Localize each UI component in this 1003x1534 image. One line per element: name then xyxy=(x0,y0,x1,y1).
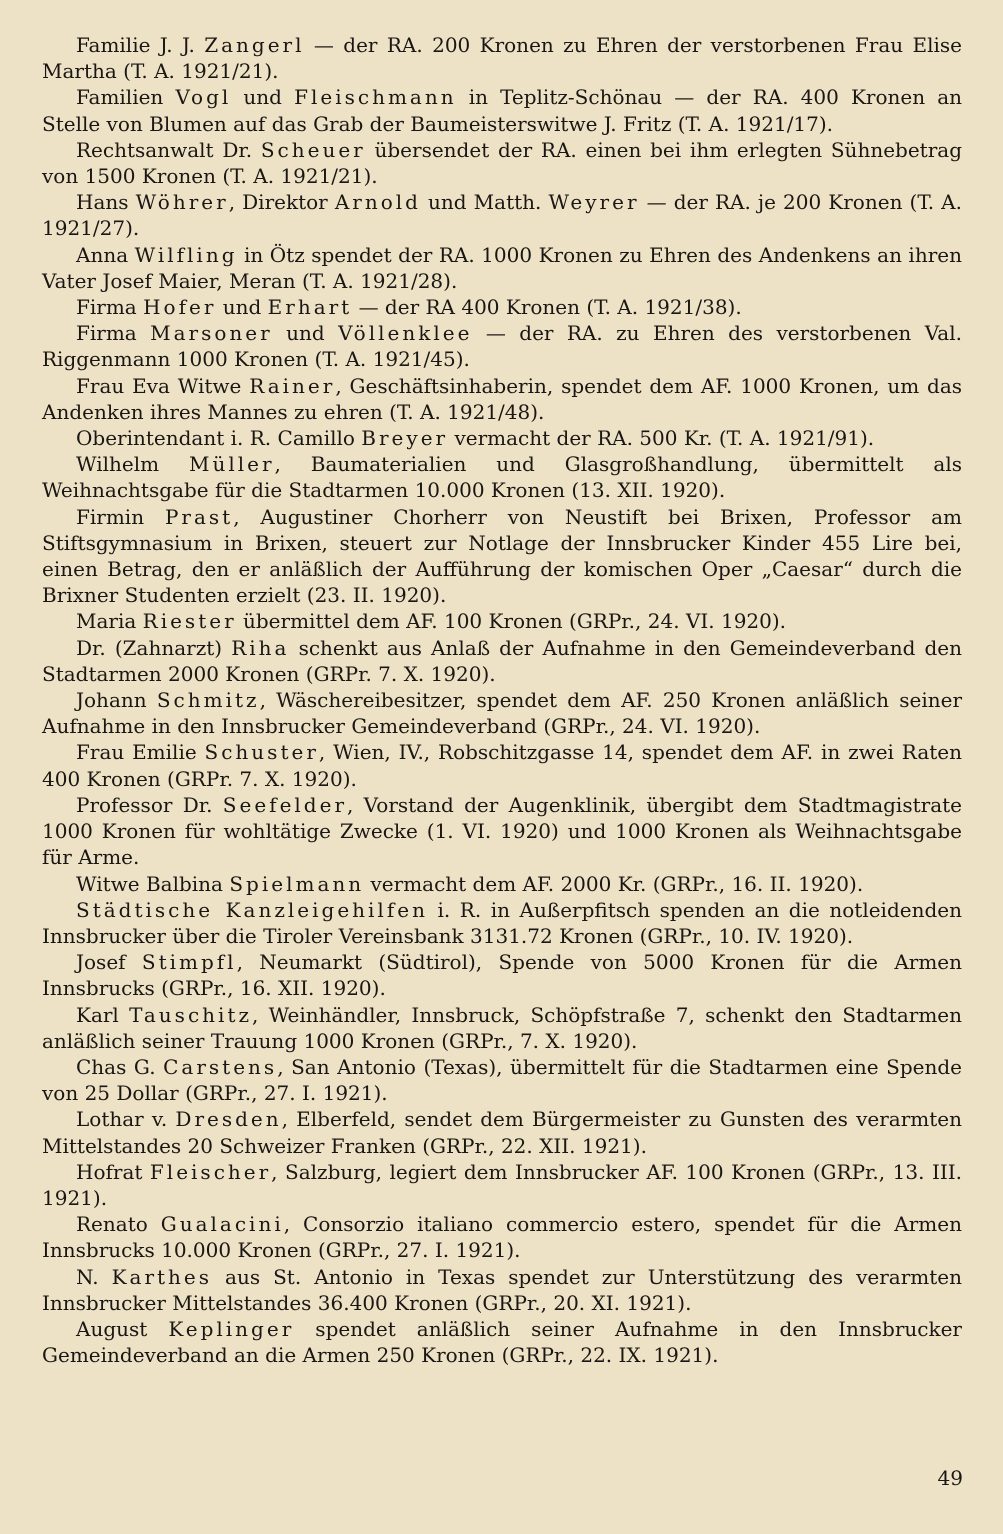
spaced-name: Breyer xyxy=(361,426,449,451)
spaced-name: Zangerl xyxy=(204,33,305,57)
entry-text: Frau Eva Witwe xyxy=(76,373,250,398)
entry-text: und xyxy=(231,85,295,110)
spaced-name: Dresden xyxy=(175,1107,282,1132)
spaced-name: Rainer xyxy=(249,373,336,398)
entry-text: , Direktor xyxy=(228,190,335,215)
donation-entry xyxy=(42,189,962,241)
entry-text: vermacht dem AF. 2000 Kr. (GRPr., 16. II. 1920). xyxy=(364,871,864,896)
donation-entry xyxy=(42,871,962,897)
entry-text: Familie J. J. xyxy=(76,33,205,57)
entry-text: schenkt aus Anlaß der Aufnahme in den Gemeindeverband den Stadtarmen 2000 Kronen (GRPr. 7. X. 1920). xyxy=(42,635,963,686)
entry-text: und Matth. xyxy=(420,190,549,215)
entry-text: und xyxy=(216,295,268,320)
entry-text: , Consorzio italiano commercio estero, spendet für die Armen Innsbrucks 10.000 Kronen (GRPr., 27. I. 1921). xyxy=(42,1212,962,1263)
entry-text: , Neumarkt (Südtirol), Spende von 5000 Kronen für die Armen Innsbrucks (GRPr., 16. XII. 1920). xyxy=(42,950,963,1001)
donation-entry xyxy=(42,294,962,320)
donation-entry xyxy=(42,1054,962,1106)
entry-text: Dr. (Zahnarzt) xyxy=(76,635,232,660)
spaced-name: Weyrer xyxy=(548,190,640,215)
entry-text: Wilhelm xyxy=(76,452,189,477)
donation-entry xyxy=(42,504,962,609)
donation-entry xyxy=(42,635,962,687)
donation-entry xyxy=(42,792,962,871)
spaced-name: Prast xyxy=(164,504,234,529)
entry-text: August xyxy=(76,1316,169,1341)
entry-text: — der RA. 200 Kronen zu Ehren der verstorbenen Frau Elise Martha (T. A. 1921/21). xyxy=(42,33,962,84)
spaced-name: Seefelder xyxy=(222,792,348,817)
spaced-name: Tauschitz xyxy=(129,1002,253,1027)
donation-entry xyxy=(42,32,962,84)
entry-text: N. xyxy=(76,1264,112,1289)
entry-text: Witwe Balbina xyxy=(76,871,230,896)
donation-entry xyxy=(42,242,962,294)
spaced-name: Wöhrer xyxy=(135,190,229,215)
page-body xyxy=(42,32,962,1368)
donation-entry xyxy=(42,1002,962,1054)
entry-text: , San Antonio (Texas), übermittelt für die Stadtarmen eine Spende von 25 Dollar (GRPr., 27. I. 1921). xyxy=(42,1054,962,1106)
spaced-name: Müller xyxy=(188,452,275,477)
spaced-name: Spielmann xyxy=(229,871,365,896)
spaced-name: Gualacini xyxy=(160,1212,284,1237)
entry-text: Renato xyxy=(76,1212,161,1237)
entry-text: Johann xyxy=(76,688,157,713)
entry-text: und xyxy=(272,321,339,346)
entry-text: Frau Emilie xyxy=(76,740,205,765)
entry-text: übermittel dem AF. 100 Kronen (GRPr., 24. VI. 1920). xyxy=(236,609,787,634)
entry-text: Hans xyxy=(76,190,136,215)
entry-text: , Wäschereibesitzer, spendet dem AF. 250 Kronen anläßlich seiner Aufnahme in den Innsbrucker Gemeindeverband (GRPr., 24. VI. 1920). xyxy=(42,688,962,739)
spaced-name: Fleischer xyxy=(149,1159,272,1184)
entry-text: — der RA 400 Kronen (T. A. 1921/38). xyxy=(352,295,742,320)
spaced-name: Völlenklee xyxy=(338,321,473,346)
spaced-name: Schmitz xyxy=(156,688,260,713)
entry-text: , Augustiner Chorherr von Neustift bei Brixen, Professor am Stiftsgymnasium in Brixen, steuert zur Notlage der Innsbrucker Kinder 455 Lire bei, einen Betrag, den er anläßlich der Aufführung der komischen Oper „Caesar“ durch die Brixner Studenten erzielt (23. II. 1920). xyxy=(42,504,962,608)
spaced-name: Hofer xyxy=(143,295,217,320)
spaced-name: Keplinger xyxy=(168,1316,295,1341)
donation-entry xyxy=(42,373,962,425)
donation-entry xyxy=(42,320,962,372)
entry-text: Oberintendant i. R. Camillo xyxy=(76,426,362,451)
spaced-name: Städtische Kanzleigehilfen xyxy=(76,897,428,922)
entry-text: in Ötz spendet der RA. 1000 Kronen zu Ehren des Andenkens an ihren Vater Josef Maier, Meran (T. A. 1921/28). xyxy=(42,242,962,293)
donation-entry xyxy=(42,1159,962,1211)
entry-text: i. R. in Außerpfitsch spenden an die notleidenden Innsbrucker über die Tiroler Vereinsbank 3131.72 Kronen (GRPr., 10. IV. 1920). xyxy=(42,897,962,948)
spaced-name: Fleischmann xyxy=(294,85,457,110)
donation-entry xyxy=(42,739,962,791)
entry-text: , Vorstand der Augenklinik, übergibt dem Stadtmagistrate 1000 Kronen für wohltätige Zwecke (1. VI. 1920) und 1000 Kronen als Weihnachtsgabe für Arme. xyxy=(42,792,962,870)
spaced-name: Riha xyxy=(231,635,290,660)
donation-entry xyxy=(42,451,962,503)
spaced-name: Arnold xyxy=(334,190,421,215)
spaced-name: Stimpfl xyxy=(141,950,237,975)
entry-text: spendet anläßlich seiner Aufnahme in den Innsbrucker Gemeindeverband an die Armen 250 Kronen (GRPr., 22. IX. 1921). xyxy=(42,1316,962,1368)
entry-text: Lothar v. xyxy=(76,1107,176,1132)
donation-entry xyxy=(42,949,962,1001)
entry-text: — der RA. zu Ehren des verstorbenen Val. Riggenmann 1000 Kronen (T. A. 1921/45). xyxy=(42,321,962,372)
donation-entry xyxy=(42,608,962,634)
entry-text: , Weinhändler, Innsbruck, Schöpfstraße 7, schenkt den Stadtarmen anläßlich seiner Trauung 1000 Kronen (GRPr., 7. X. 1920). xyxy=(42,1002,963,1053)
donation-entry xyxy=(42,687,962,739)
entry-text: , Wien, IV., Robschitzgasse 14, spendet dem AF. in zwei Raten 400 Kronen (GRPr. 7. X. 1920). xyxy=(42,740,962,791)
donation-entry xyxy=(42,1264,962,1316)
entry-text: Firmin xyxy=(76,504,165,529)
donation-entry xyxy=(42,84,962,136)
entry-text: Chas G. xyxy=(76,1054,164,1079)
donation-entry xyxy=(42,1316,962,1368)
spaced-name: Karthes xyxy=(111,1264,213,1289)
spaced-name: Marsoner xyxy=(150,321,273,346)
entry-text: , Salzburg, legiert dem Innsbrucker AF. 100 Kronen (GRPr., 13. III. 1921). xyxy=(42,1159,963,1210)
entry-text: in Teplitz-Schönau — der RA. 400 Kronen an Stelle von Blumen auf das Grab der Baumeisterswitwe J. Fritz (T. A. 1921/17). xyxy=(42,85,963,136)
entry-text: übersendet der RA. einen bei ihm erlegten Sühnebetrag von 1500 Kronen (T. A. 1921/21). xyxy=(42,137,962,189)
entry-text: Hofrat xyxy=(76,1159,150,1184)
entry-text: — der RA. je 200 Kronen (T. A. 1921/27). xyxy=(42,190,962,241)
entry-text: Familien xyxy=(76,85,176,110)
donation-entry xyxy=(42,1211,962,1263)
entry-text: Rechtsanwalt Dr. xyxy=(76,137,261,162)
entry-text: vermacht der RA. 500 Kr. (T. A. 1921/91). xyxy=(448,426,875,451)
spaced-name: Scheuer xyxy=(260,137,366,162)
spaced-name: Riester xyxy=(142,609,237,634)
spaced-name: Carstens xyxy=(163,1054,278,1079)
entry-text: Anna xyxy=(76,242,135,267)
entry-text: Maria xyxy=(76,609,143,634)
spaced-name: Erhart xyxy=(267,295,353,320)
entry-text: aus St. Antonio in Texas spendet zur Unterstützung des verarmten Innsbrucker Mittelstandes 36.400 Kronen (GRPr., 20. XI. 1921). xyxy=(42,1264,962,1315)
entry-text: Firma xyxy=(76,295,144,320)
spaced-name: Vogl xyxy=(175,85,232,110)
spaced-name: Schuster xyxy=(204,740,319,765)
entry-text: , Baumaterialien und Glasgroßhandlung, übermittelt als Weihnachtsgabe für die Stadtarmen 10.000 Kronen (13. XII. 1920). xyxy=(42,452,962,503)
entry-text: , Geschäftsinhaberin, spendet dem AF. 1000 Kronen, um das Andenken ihres Mannes zu ehren (T. A. 1921/48). xyxy=(42,373,963,424)
page-number: 49 xyxy=(937,1466,963,1490)
entry-text: Karl xyxy=(76,1002,130,1027)
entry-text: Professor Dr. xyxy=(76,792,223,817)
donation-entry xyxy=(42,1106,962,1158)
entry-text: , Elberfeld, sendet dem Bürgermeister zu Gunsten des verarmten Mittelstandes 20 Schweizer Franken (GRPr., 22. XII. 1921). xyxy=(42,1107,962,1158)
donation-entry xyxy=(42,137,962,189)
entry-text: Josef xyxy=(76,950,142,975)
entry-text: Firma xyxy=(76,321,151,346)
donation-entry xyxy=(42,425,962,451)
spaced-name: Wilfling xyxy=(134,242,238,267)
donation-entry xyxy=(42,897,962,949)
